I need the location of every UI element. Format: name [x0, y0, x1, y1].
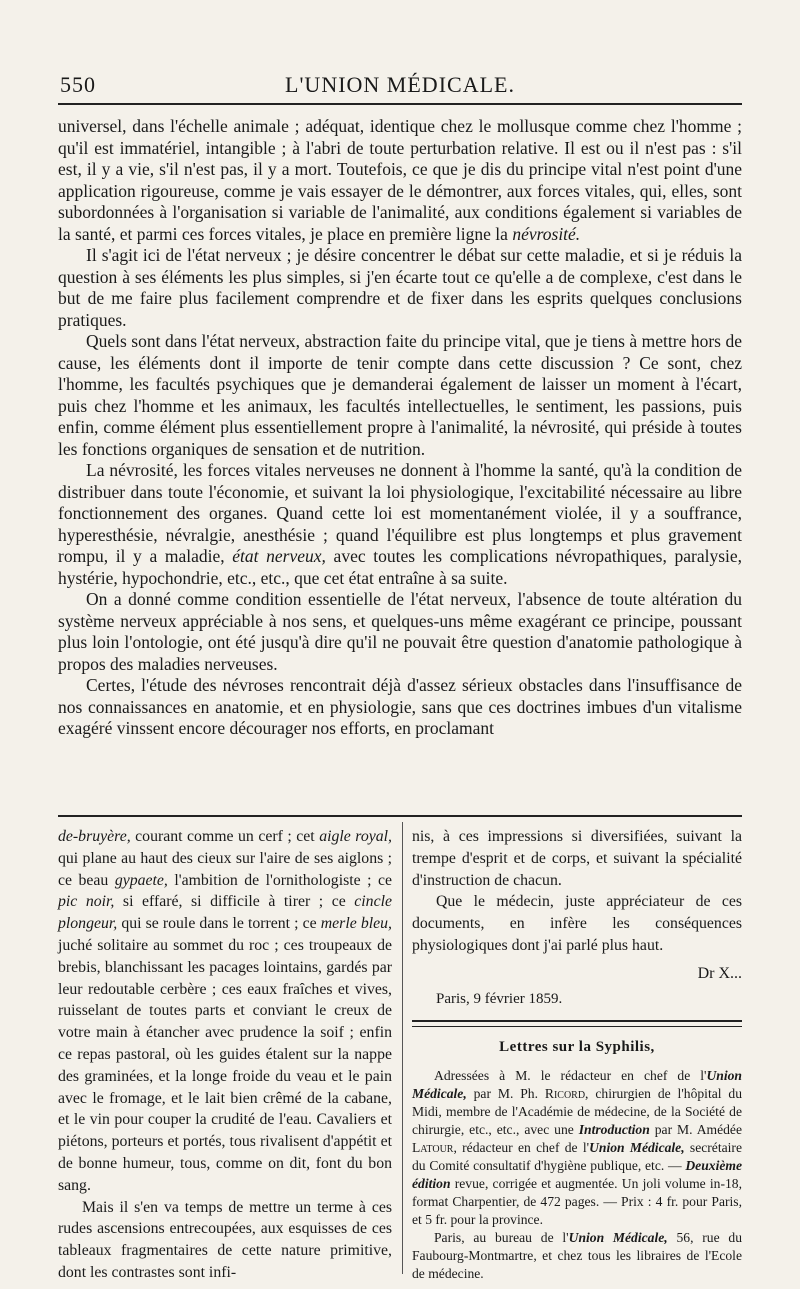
feuilleton-left-column: [58, 826, 392, 1284]
paragraph: Que le médecin, juste appréciateur de ces documents, en infère les conséquences physiologiques dont j'ai parlé plus haut.: [412, 893, 742, 954]
paragraph: Certes, l'étude des névroses rencontrait déjà d'assez sérieux obstacles dans l'insuffisance de nos connaissances en anatomie, et en physiologie, sans que ces doctrines imbues d'un vitalisme exagéré vinssent encore décourager nos efforts, en proclamant: [58, 675, 742, 738]
advertisement-rule: [412, 1020, 742, 1027]
paragraph: Mais il s'en va temps de mettre un terme à ces rudes ascensions entrecoupées, aux esquisses de ces tableaux fragmentaires de cette nature primitive, dont les contrastes sont infi-: [58, 1198, 392, 1281]
paragraph: nis, à ces impressions si diversifiées, suivant la trempe d'esprit et de corps, et suivant la spécialité d'instruction de chacun.: [412, 828, 742, 889]
paragraph: de-bruyère, courant comme un cerf ; cet aigle royal, qui plane au haut des cieux sur l'aire de ses aiglons ; ce beau gypaete, l'ambition de l'ornithologiste ; ce pic noir, si effaré, si difficile à tirer ; ce cincle plongeur, qui se roule dans le torrent ; ce merle bleu, juché solitaire au sommet du roc ; ces troupeaux de brebis, blanchissant les pacages lointains, gardés par leur redoutable cerbère ; ces eaux fraîches et vives, ruisselant de toutes parts et conviant le creux de votre main à étancher avec prudence la soif ; enfin ce repas pastoral, où les guides étalent sur la nappe des graminées, et la longe froide du veau et le pain avec le fromage, et le lait bien crêmé de la cabane, et le vin pour couper la crudité de l'eau. Cavaliers et piétons, porteurs et portés, tous rivalisent d'appétit et de bonne humeur, tous, comme on dit, font du bon sang.: [58, 828, 392, 1194]
main-article-text: [58, 116, 742, 740]
journal-title: L'UNION MÉDICALE.: [285, 72, 515, 97]
dateline: Paris, 9 février 1859.: [436, 990, 563, 1007]
paragraph: Adressées à M. le rédacteur en chef de l'Union Médicale, par M. Ph. Ricord, chirurgien de l'hôpital du Midi, membre de l'Académie de médecine, de la Société de chirurgie, etc., etc., avec une Introduction par M. Amédée Latour, rédacteur en chef de l'Union Médicale, secrétaire du Comité consultatif d'hygiène publique, etc. — Deuxième édition revue, corrigée et augmentée. Un joli volume in-18, format Charpentier, de 472 pages. — Prix : 4 fr. pour Paris, et 5 fr. pour la province.: [412, 1068, 743, 1228]
page-number: 550: [60, 72, 96, 97]
feuilleton-rule: [58, 815, 742, 817]
header-rule: [58, 103, 742, 105]
advertisement-title: Lettres sur la Syphilis,: [499, 1039, 655, 1056]
paragraph: On a donné comme condition essentielle de l'état nerveux, l'absence de toute altération du système nerveux appréciable à nos sens, et quelques-uns même exagérant ce principe, poussant plus loin l'ontologie, ont été jusqu'à dire qu'il ne pouvait être question d'anatomie pathologique à propos des maladies nerveuses.: [58, 589, 742, 674]
paragraph: universel, dans l'échelle animale ; adéquat, identique chez le mollusque comme chez l'homme ; qu'il est immatériel, intangible ; à l'abri de toute perturbation relative. Il est ou il n'est pas : s'il est, il y a vie, s'il n'est pas, il y a mort. Toutefois, ce que je dis du principe vital n'est point d'une application rigoureuse, comme je vais essayer de le démontrer, aux forces vitales, qui, elles, sont subordonnées à l'organisation si variable de l'animalité, aux conditions également si variables de la santé, et parmi ces forces vitales, je place en première ligne la névrosité.: [58, 116, 742, 244]
advertisement-text: [412, 1067, 742, 1283]
signature: Dr X...: [697, 964, 742, 982]
running-head: [60, 72, 740, 100]
feuilleton-right-column: [412, 826, 742, 1283]
paragraph: La névrosité, les forces vitales nerveuses ne donnent à l'homme la santé, qu'à la condition de distribuer dans toute l'économie, et suivant la loi physiologique, l'excitabilité nécessaire au libre fonctionnement des organes. Quand cette loi est momentanément violée, il y a souffrance, hyperesthésie, névralgie, anesthésie ; quand l'équilibre est plus longtemps et plus gravement rompu, il y a maladie, état nerveux, avec toutes les complications névropathiques, paralysie, hystérie, hypochondrie, etc., etc., que cet état entraîne à sa suite.: [58, 460, 743, 588]
column-divider: [402, 822, 403, 1274]
paragraph: Il s'agit ici de l'état nerveux ; je désire concentrer le débat sur cette maladie, et si je réduis la question à ses éléments les plus simples, si j'en écarte tout ce qu'elle a de complexe, c'est dans le but de me faire plus facilement comprendre et de fixer dans les esprits quelques conclusions pratiques.: [58, 245, 742, 330]
paragraph: Paris, au bureau de l'Union Médicale, 56, rue du Faubourg-Montmartre, et chez tous les libraires de l'Ecole de médecine.: [412, 1230, 742, 1282]
paragraph: Quels sont dans l'état nerveux, abstraction faite du principe vital, que je tiens à mettre hors de cause, les éléments dont il importe de tenir compte dans cette discussion ? Ce sont, chez l'homme, les facultés psychiques que je demanderai également de laisser un moment à l'écart, puis chez l'homme et les animaux, les facultés intellectuelles, le sentiment, les passions, puis enfin, comme élément plus essentiellement propre à l'animalité, la névrosité, qui préside à toutes les fonctions organiques de sensation et de nutrition.: [58, 331, 742, 459]
